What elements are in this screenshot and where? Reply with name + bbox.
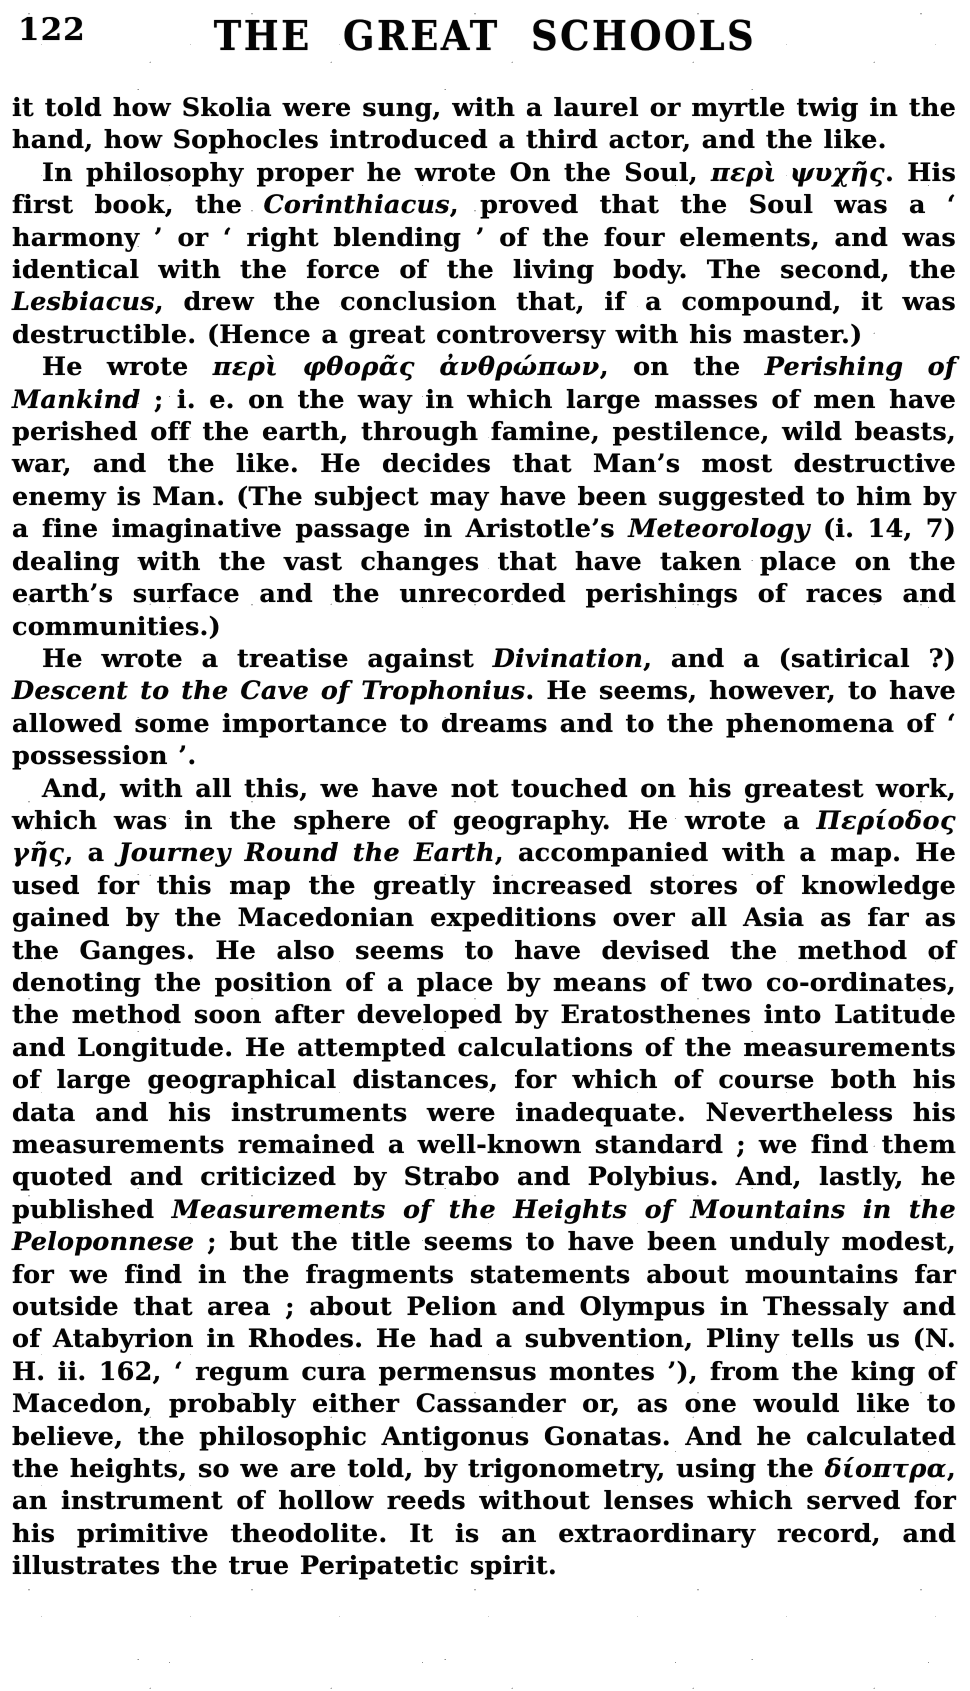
paragraph (12, 643, 956, 773)
paragraph (12, 773, 956, 1583)
page-header (0, 0, 970, 76)
text-segment: He wrote (42, 352, 213, 383)
text-segment: And, with all this, we have not touched on his greatest work, which was in the sphere of geography. He wrote a (12, 773, 956, 836)
italic-title-text: Meteorology (628, 514, 810, 545)
text-segment: He wrote a treatise against (42, 643, 493, 674)
page-number: 122 (18, 12, 86, 48)
italic-title-text: Divination (492, 643, 644, 674)
text-segment: , drew the conclusion that, if a compound, it was destructible. (Hence a great controversy with his master.) (12, 287, 956, 350)
text-segment: . He seems, however, to have allowed some importance to dreams and to the phenomena of ‘ possession ’. (12, 676, 956, 772)
paragraph (12, 157, 956, 351)
italic-title-text: Corinthiacus (263, 190, 450, 221)
italic-title-text: Lesbiacus (12, 287, 155, 318)
italic-title-text: Descent to the Cave of Trophonius (12, 676, 526, 707)
text-segment: it told how Skolia were sung, with a laurel or myrtle twig in the hand, how Sophocles introduced a third actor, and the like. (12, 93, 956, 156)
text-segment: In philosophy proper he wrote On the Soul, (42, 157, 711, 188)
greek-text: περὶ ψυχῆς (711, 157, 885, 188)
italic-title-text: Measurements of the Heights of Mountains in the Peloponnese (12, 1194, 956, 1258)
text-segment: ; i. e. on the way in which large masses of men have perished off the earth, through famine, pestilence, wild beasts, war, and the like. He decides that Man’s most destructive enemy is Man. (The subject may have been suggested to him by a fine imaginative passage in Aristotle’s (12, 384, 956, 545)
text-segment: (i. 14, 7) dealing with the vast changes that have taken place on the earth’s surface and the unrecorded perishings of races and communities.) (12, 514, 956, 642)
greek-text: δίοπτρα (824, 1454, 947, 1485)
text-segment: , an instrument of hollow reeds without lenses which served for his primitive theodolite. It is an extraordinary record, and illustrates the true Peripatetic spirit. (12, 1454, 956, 1582)
text-segment: ; but the title seems to have been unduly modest, for we find in the fragments statements about mountains far outside that area ; about Pelion and Olympus in Thessaly and of Atabyrion in Rhodes. He had a subvention, Pliny tells us (N. H. ii. 162, ‘ regum cura permensus montes ’), from the king of Macedon, probably either Cassander or, as one would like to believe, the philosophic Antigonus Gonatas. And he calculated the heights, so we are told, by trigonometry, using the (12, 1227, 956, 1485)
text-segment: , proved that the Soul was a ‘ harmony ’ or ‘ right blending ’ of the four elements, and was identical with the force of the living body. The second, the (12, 190, 956, 286)
page-body (0, 76, 970, 1583)
text-segment: , and a (satirical ?) (643, 643, 957, 674)
italic-title-text: Perishing of Mankind (12, 352, 956, 415)
text-segment: , on the (599, 352, 765, 383)
italic-title-text: Journey Round the Earth (118, 838, 495, 869)
paragraph (12, 92, 956, 157)
greek-text: Περίοδος γῆς (12, 805, 956, 869)
text-segment: , a (64, 838, 119, 869)
running-title: THE GREAT SCHOOLS (213, 12, 757, 60)
text-segment: . His first book, the (12, 157, 956, 221)
text-segment: , accompanied with a map. He used for this map the greatly increased stores of knowledge gained by the Macedonian expeditions over all Asia as far as the Ganges. He also seems to have devised the method of denoting the position of a place by means of two co-ordinates, the method soon after developed by Eratosthenes into Latitude and Longitude. He attempted calculations of the measurements of large geographical distances, for which of course both his data and his instruments were inadequate. Nevertheless his measurements remained a well-known standard ; we find them quoted and criticized by Strabo and Polybius. And, lastly, he published (12, 838, 956, 1225)
greek-text: περὶ φθορᾶς ἀνθρώπων (212, 352, 600, 383)
paragraph (12, 351, 956, 643)
